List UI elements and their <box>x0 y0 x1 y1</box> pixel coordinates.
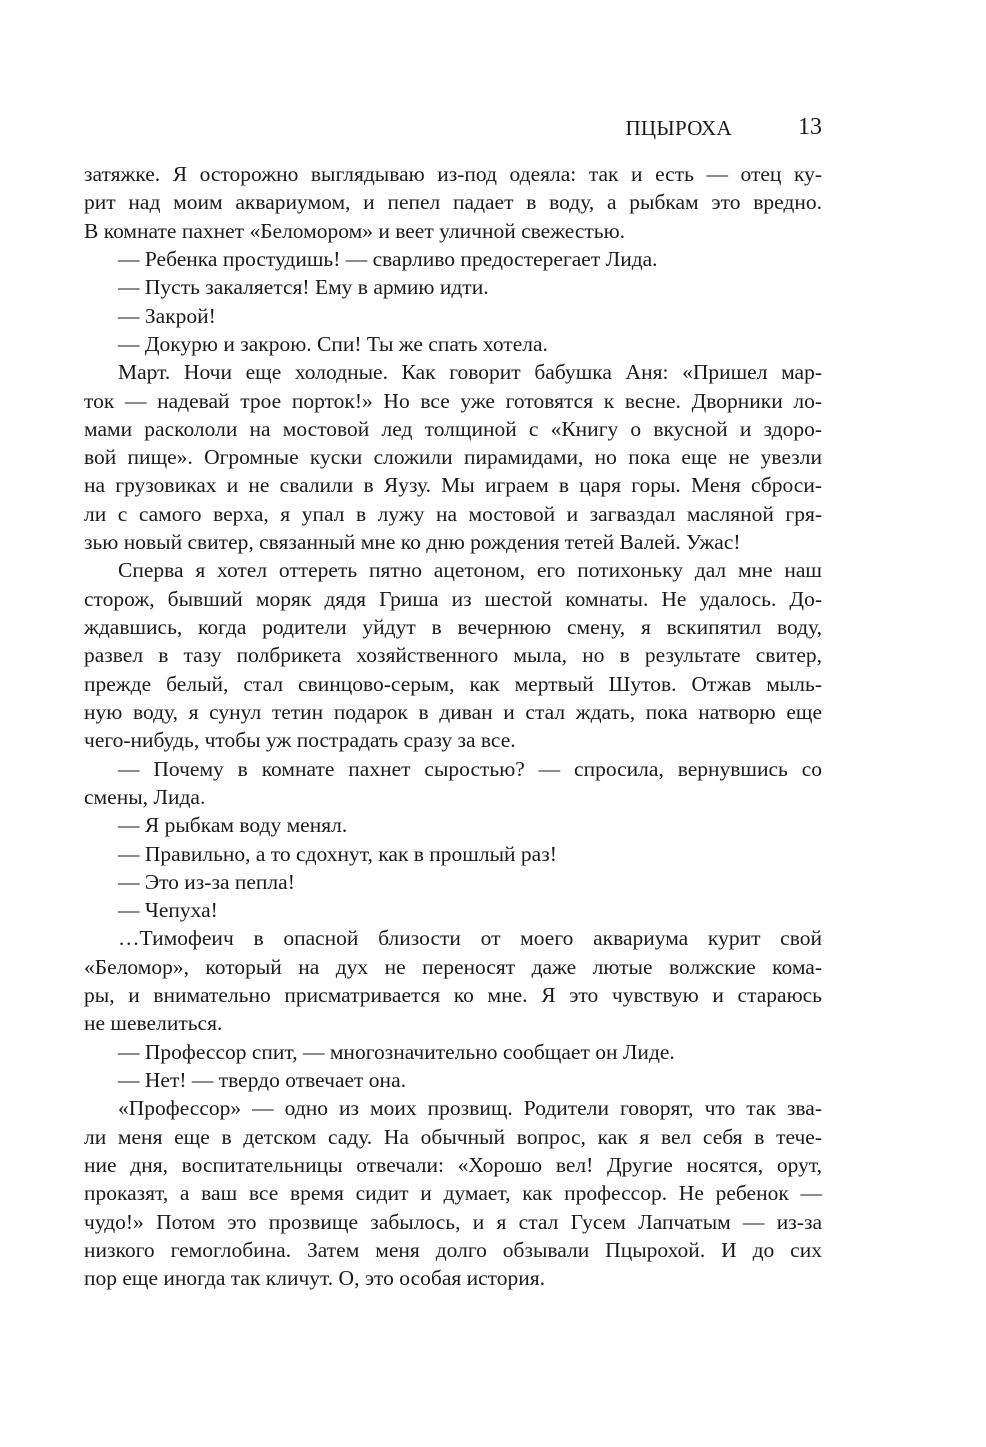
text-line: затяжке. Я осторожно выглядываю из-под одеяла: так и есть — отец ку- <box>84 162 822 186</box>
text-line: вой пище». Огромные куски сложили пирамидами, но пока еще не увезли <box>84 445 822 470</box>
text-line: — Почему в комнате пахнет сыростью? — спросила, вернувшись со <box>118 756 822 781</box>
page-number: 13 <box>798 114 822 140</box>
text-line: проказят, а ваш все время сидит и думает, как профессор. Не ребенок — <box>84 1181 822 1206</box>
text-line: рит над моим аквариумом, и пепел падает в воду, а рыбкам это вредно. <box>84 190 822 215</box>
text-line: ток — надевай трое порток!» Но все уже готовятся к весне. Дворники ло- <box>84 388 822 413</box>
text-line: — Профессор спит, — многозначительно сообщает он Лиде. <box>118 1039 675 1064</box>
text-line: ли с самого верха, я упал в лужу на мостовой и загваздал масляной гря- <box>84 501 822 526</box>
text-line: смены, Лида. <box>84 784 206 809</box>
text-line: В комнате пахнет «Беломором» и веет уличной свежестью. <box>84 218 626 243</box>
text-line: — Я рыбкам воду менял. <box>118 813 348 838</box>
text-line: ную воду, я сунул тетин подарок в диван и стал ждать, пока натворю еще <box>84 699 822 724</box>
running-head <box>84 112 822 146</box>
text-line: развел в тазу полбрикета хозяйственного мыла, но в результате свитер, <box>84 643 822 668</box>
text-line: чудо!» Потом это прозвище забылось, и я стал Гусем Лапчатым — из-за <box>84 1209 822 1234</box>
text-line: «Беломор», который на дух не переносят даже лютые волжские кома- <box>84 954 822 979</box>
text-line: …Тимофеич в опасной близости от моего аквариума курит свой <box>118 926 822 951</box>
text-line: — Закрой! <box>118 303 216 328</box>
text-line: — Ребенка простудишь! — сварливо предостерегает Лида. <box>118 246 658 271</box>
text-line: — Это из-за пепла! <box>118 869 295 894</box>
text-line: ние дня, воспитательницы отвечали: «Хорошо вел! Другие носятся, орут, <box>84 1152 822 1177</box>
text-line: Сперва я хотел оттереть пятно ацетоном, его потихоньку дал мне наш <box>118 558 822 583</box>
running-title: ПЦЫРОХА <box>625 116 732 140</box>
text-line: — Докурю и закрою. Спи! Ты же спать хотела. <box>118 331 548 356</box>
text-line: — Чепуха! <box>118 898 218 923</box>
text-line: прежде белый, стал свинцово-серым, как мертвый Шутов. Отжав мыль- <box>84 671 822 696</box>
text-line: чего-нибудь, чтобы уж пострадать сразу за все. <box>84 728 516 753</box>
text-line: ждавшись, когда родители уйдут в вечернюю смену, я вскипятил воду, <box>84 615 822 639</box>
text-line: зью новый свитер, связанный мне ко дню рождения тетей Валей. Ужас! <box>84 530 741 555</box>
text-line: — Пусть закаляется! Ему в армию идти. <box>118 275 489 300</box>
text-line: не шевелиться. <box>84 1011 223 1036</box>
text-line: — Нет! — твердо отвечает она. <box>118 1068 406 1092</box>
body-text <box>84 160 822 1293</box>
text-line: ли меня еще в детском саду. На обычный вопрос, как я вел себя в тече- <box>84 1124 822 1149</box>
text-line: мами раскололи на мостовой лед толщиной с «Книгу о вкусной и здоро- <box>84 416 822 441</box>
text-line: сторож, бывший моряк дядя Гриша из шестой комнаты. Не удалось. До- <box>84 586 822 611</box>
text-line: пор еще иногда так кличут. О, это особая история. <box>84 1266 546 1291</box>
text-line: ры, и внимательно присматривается ко мне. Я это чувствую и стараюсь <box>84 983 822 1008</box>
text-line: «Профессор» — одно из моих прозвищ. Родители говорят, что так зва- <box>118 1096 822 1121</box>
text-line: низкого гемоглобина. Затем меня долго обзывали Пцырохой. И до сих <box>84 1237 822 1262</box>
text-line: — Правильно, а то сдохнут, как в прошлый раз! <box>118 841 557 866</box>
text-line: на грузовиках и не свалили в Яузу. Мы играем в царя горы. Меня сброси- <box>84 473 822 498</box>
text-line: Март. Ночи еще холодные. Как говорит бабушка Аня: «Пришел мар- <box>118 360 822 385</box>
